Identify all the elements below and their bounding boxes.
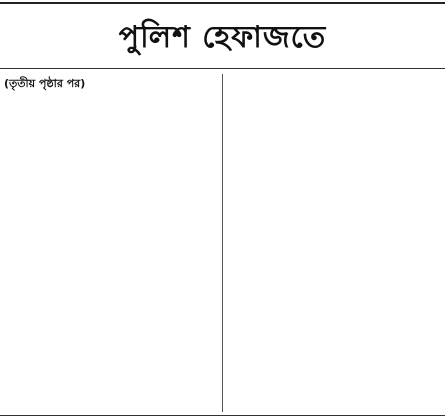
article-headline: পুলিশ হেফাজতে — [118, 20, 327, 55]
article-column-1 — [4, 74, 214, 412]
headline-rule — [0, 68, 445, 69]
continuation-lead: (তৃতীয় পৃষ্ঠার পর) — [4, 77, 86, 90]
bottom-rule — [0, 415, 445, 416]
top-rule — [0, 2, 445, 4]
article-paragraph — [4, 74, 214, 93]
article-column-2 — [232, 74, 442, 412]
column-divider — [222, 74, 223, 412]
